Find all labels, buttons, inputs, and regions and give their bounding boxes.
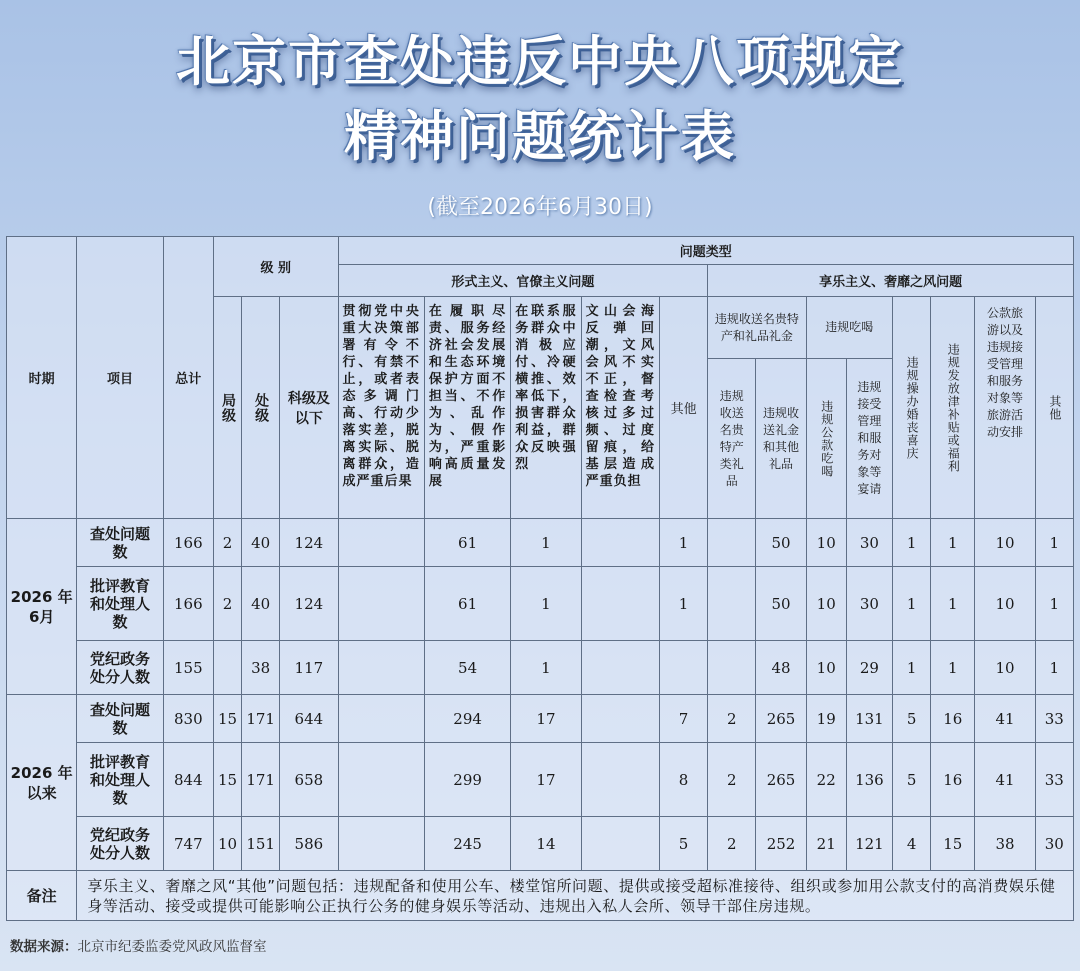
table-cell [338,641,424,695]
note-label: 备注 [7,871,77,921]
table-cell: 5 [893,743,931,817]
table-cell: 29 [846,641,892,695]
table-cell [708,519,756,567]
table-cell: 151 [242,817,280,871]
statistics-table [6,236,1074,921]
table-cell: 299 [424,743,510,817]
table-cell: 1 [1035,519,1073,567]
table-cell: 1 [893,567,931,641]
header-formalism-col-1: 贯彻党中央重大决策部署有令不行、有禁不止，或者表态多调门高、行动少落实差，脱离实际、脱离群众，造成严重后果 [338,297,424,519]
table-cell: 171 [242,695,280,743]
table-row [7,695,1074,743]
table-cell: 17 [511,695,581,743]
table-cell: 644 [280,695,338,743]
table-cell [338,695,424,743]
header-formalism-col-other: 其他 [659,297,707,519]
table-cell: 124 [280,567,338,641]
table-cell: 16 [931,743,975,817]
table-cell [338,519,424,567]
data-source [10,935,267,955]
table-cell: 30 [846,519,892,567]
table-cell: 171 [242,743,280,817]
table-cell: 5 [659,817,707,871]
table-cell [581,519,659,567]
source-label: 数据来源： [10,939,78,955]
table-cell: 136 [846,743,892,817]
table-cell: 2 [213,519,241,567]
page-title-line1: 北京市查处违反中央八项规定 [176,30,904,93]
table-cell: 121 [846,817,892,871]
table-cell [708,567,756,641]
table-cell: 166 [163,519,213,567]
table-cell: 2 [708,695,756,743]
table-cell: 50 [756,567,806,641]
table-cell: 1 [511,641,581,695]
table-cell: 10 [806,641,846,695]
table-cell: 54 [424,641,510,695]
table-row [7,567,1074,641]
header-level-ke: 科级及以下 [280,297,338,519]
table-cell: 33 [1035,695,1073,743]
table-cell: 1 [931,519,975,567]
table-cell: 265 [756,743,806,817]
row-item-label: 批评教育和处理人数 [77,743,163,817]
page-title-line2: 精神问题统计表 [344,105,736,168]
table-cell: 10 [975,519,1035,567]
table-cell: 7 [659,695,707,743]
table-cell: 131 [846,695,892,743]
table-cell: 747 [163,817,213,871]
table-row [7,519,1074,567]
table-cell [708,641,756,695]
table-cell: 21 [806,817,846,871]
header-formalism-group: 形式主义、官僚主义问题 [338,265,708,297]
table-cell: 1 [893,641,931,695]
table-cell: 1 [1035,641,1073,695]
table-cell [581,817,659,871]
table-cell: 41 [975,743,1035,817]
period-label: 2026 年 以来 [7,695,77,871]
header-level-chu: 处级 [253,392,270,423]
header-period: 时期 [7,237,77,519]
table-cell: 40 [242,519,280,567]
table-cell: 10 [213,817,241,871]
header-formalism-col-4: 文山会海反弹回潮，文风会风不实不正，督查检查考核过多过频、过度留痕，给基层造成严重负担 [581,297,659,519]
table-cell: 1 [893,519,931,567]
table-cell: 10 [806,567,846,641]
table-cell: 8 [659,743,707,817]
header-item: 项目 [77,237,163,519]
row-item-label: 查处问题数 [77,519,163,567]
table-cell [581,695,659,743]
table-cell [338,567,424,641]
table-cell: 4 [893,817,931,871]
header-hedonism-other: 其他 [1047,394,1062,421]
table-cell: 844 [163,743,213,817]
table-cell: 117 [280,641,338,695]
table-cell: 10 [806,519,846,567]
table-cell [581,743,659,817]
table-cell: 658 [280,743,338,817]
header-gift-specialty: 违规收送名贵特产类礼品 [708,359,756,519]
table-cell: 19 [806,695,846,743]
table-cell [213,641,241,695]
table-cell: 38 [242,641,280,695]
header-hedonism-subsidy: 违规发放津补贴或福利 [946,342,961,473]
table-cell [581,641,659,695]
table-cell: 5 [893,695,931,743]
table-cell: 166 [163,567,213,641]
table-cell: 48 [756,641,806,695]
table-cell: 30 [846,567,892,641]
header-gift-cash: 违规收送礼金和其他礼品 [756,359,806,519]
note-text: 享乐主义、奢靡之风“其他”问题包括：违规配备和使用公车、楼堂馆所问题、提供或接受超标准接待、组织或参加用公款支付的高消费娱乐健身等活动、接受或提供可能影响公正执行公务的健身娱乐等活动、违规出入私人会所、领导干部住房违规。 [77,871,1074,921]
header-hedonism-group: 享乐主义、奢靡之风问题 [708,265,1074,297]
header-issue-type: 问题类型 [338,237,1073,265]
table-cell: 1 [931,641,975,695]
table-cell: 17 [511,743,581,817]
source-text: 北京市纪委监委党风政风监督室 [77,939,267,955]
table-cell: 2 [708,743,756,817]
row-item-label: 党纪政务处分人数 [77,817,163,871]
row-item-label: 查处问题数 [77,695,163,743]
table-cell: 294 [424,695,510,743]
header-formalism-col-2: 在履职尽责、服务经济社会发展和生态环境保护方面不担当、不作为、乱作为、假作为，严重影响高质量发展 [424,297,510,519]
header-hedonism-wedding: 违规操办婚丧喜庆 [905,355,920,460]
table-cell: 38 [975,817,1035,871]
row-item-label: 批评教育和处理人数 [77,567,163,641]
table-cell: 252 [756,817,806,871]
table-cell: 1 [511,519,581,567]
table-cell: 1 [931,567,975,641]
table-cell: 1 [1035,567,1073,641]
period-label: 2026 年 6月 [7,519,77,695]
table-cell: 155 [163,641,213,695]
table-cell: 61 [424,519,510,567]
table-row [7,817,1074,871]
table-cell: 586 [280,817,338,871]
header-eat-public: 违规公款吃喝 [819,399,834,478]
table-cell: 10 [975,641,1035,695]
table-cell: 14 [511,817,581,871]
table-cell: 40 [242,567,280,641]
table-cell: 30 [1035,817,1073,871]
table-cell [338,817,424,871]
table-cell: 1 [659,567,707,641]
table-cell: 830 [163,695,213,743]
page-subtitle: (截至2026年6月30日) [427,195,653,220]
table-cell: 10 [975,567,1035,641]
table-cell: 15 [931,817,975,871]
header-level-group: 级 别 [213,237,338,297]
table-cell: 50 [756,519,806,567]
table-cell: 124 [280,519,338,567]
table-cell: 33 [1035,743,1073,817]
table-cell: 2 [213,567,241,641]
table-cell: 1 [511,567,581,641]
header-level-ju: 局级 [219,392,236,423]
row-item-label: 党纪政务处分人数 [77,641,163,695]
header-eat-group: 违规吃喝 [806,297,892,359]
table-cell: 61 [424,567,510,641]
table-cell: 22 [806,743,846,817]
table-cell: 1 [659,519,707,567]
header-gift-group: 违规收送名贵特产和礼品礼金 [708,297,806,359]
table-cell: 2 [708,817,756,871]
table-cell: 16 [931,695,975,743]
header-total: 总计 [163,237,213,519]
table-row [7,641,1074,695]
header-eat-banquet: 违规接受管理和服务对象等宴请 [846,359,892,519]
header-hedonism-travel: 公款旅游以及违规接受管理和服务对象等旅游活动安排 [975,297,1035,519]
header-formalism-col-3: 在联系服务群众中消极应付、冷硬横推、效率低下，损害群众利益，群众反映强烈 [511,297,581,519]
table-cell: 245 [424,817,510,871]
table-cell: 15 [213,743,241,817]
table-cell [659,641,707,695]
table-data-body [7,519,1074,871]
table-row [7,743,1074,817]
table-cell: 15 [213,695,241,743]
table-cell [338,743,424,817]
table-cell [581,567,659,641]
table-cell: 41 [975,695,1035,743]
table-cell: 265 [756,695,806,743]
